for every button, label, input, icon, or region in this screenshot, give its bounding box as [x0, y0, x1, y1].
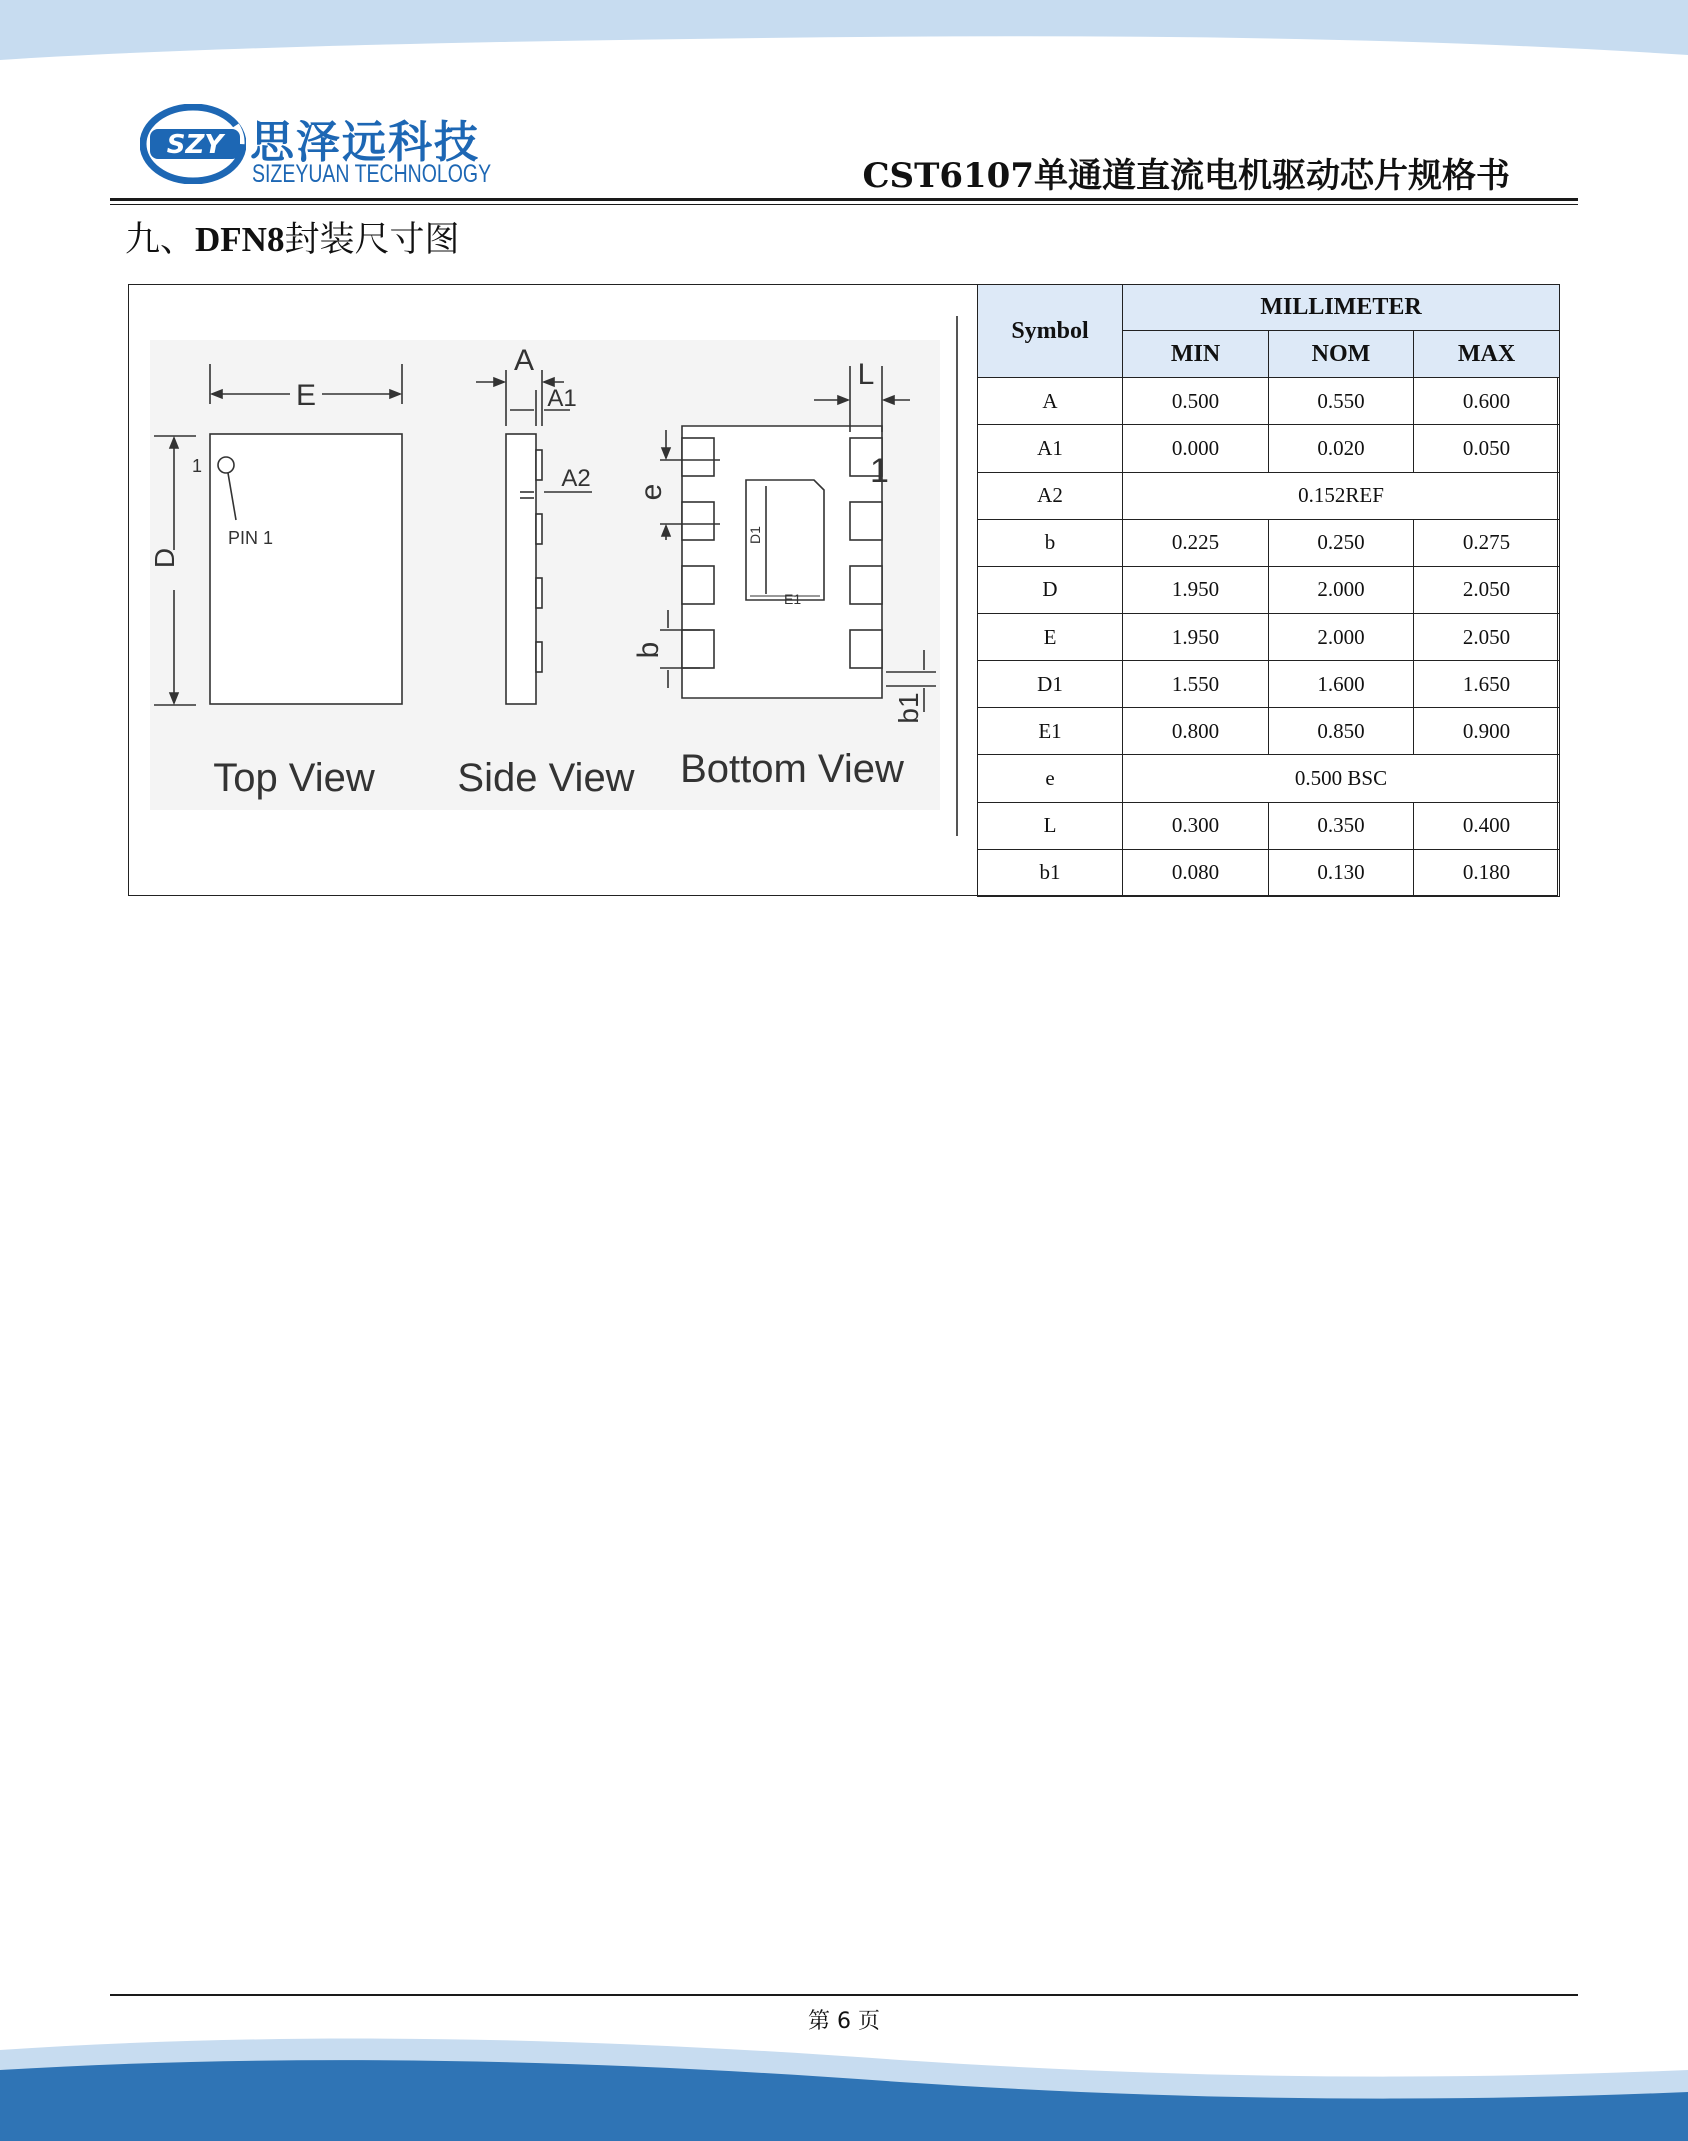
cell-nom: 0.020 [1269, 425, 1414, 472]
svg-text:SZY: SZY [166, 130, 224, 160]
cell-nom: 1.600 [1269, 661, 1414, 708]
row-symbol: E [978, 613, 1123, 660]
pin-one-marker: 1 [192, 456, 203, 476]
cell-min: 0.225 [1123, 519, 1269, 566]
col-header-min: MIN [1123, 331, 1269, 378]
dim-label-E: E [295, 379, 317, 412]
cell-nom: 2.000 [1269, 613, 1414, 660]
header-wave-band [0, 0, 1688, 90]
cell-min: 0.080 [1123, 849, 1269, 896]
footer-rule [110, 1994, 1578, 1996]
cell-min: 1.950 [1123, 613, 1269, 660]
cell-min: 0.300 [1123, 802, 1269, 849]
cell-max: 1.650 [1414, 661, 1560, 708]
dim-label-A2: A2 [561, 465, 591, 492]
cell-max: 2.050 [1414, 613, 1560, 660]
row-symbol: E1 [978, 708, 1123, 755]
cell-max: 0.275 [1414, 519, 1560, 566]
cell-max: 0.900 [1414, 708, 1560, 755]
cell-min: 0.000 [1123, 425, 1269, 472]
cell-nom: 0.350 [1269, 802, 1414, 849]
cell-nom: 0.850 [1269, 708, 1414, 755]
table-row [978, 472, 1560, 519]
section-title [125, 212, 459, 262]
bottom-view-label: Bottom View [680, 747, 904, 791]
cell-max: 2.050 [1414, 566, 1560, 613]
table-row [978, 613, 1560, 660]
cell-merged: 0.152REF [1123, 472, 1560, 519]
section-package-name: DFN8 [195, 220, 285, 259]
cell-min: 1.950 [1123, 566, 1269, 613]
cell-max: 0.050 [1414, 425, 1560, 472]
cell-max: 0.600 [1414, 378, 1560, 425]
dim-label-A: A [513, 344, 535, 377]
table-row [978, 519, 1560, 566]
cell-nom: 2.000 [1269, 566, 1414, 613]
section-title-text: 封装尺寸图 [284, 220, 460, 260]
document-title: CST6107单通道直流电机驱动芯片规格书 [862, 156, 1510, 196]
cell-min: 0.800 [1123, 708, 1269, 755]
dim-label-e: e [635, 483, 668, 501]
row-symbol: A2 [978, 472, 1123, 519]
symbol-header: Symbol [978, 285, 1123, 378]
row-symbol: L [978, 802, 1123, 849]
table-row [978, 755, 1560, 802]
dim-label-E1: E1 [784, 591, 802, 607]
table-row [978, 849, 1560, 896]
logo-chinese-name: 思泽远科技 [250, 117, 480, 168]
header-rule-thin [110, 204, 1578, 205]
figure-divider [956, 316, 958, 836]
col-header-max: MAX [1414, 331, 1560, 378]
company-logo [140, 104, 492, 190]
row-symbol: A1 [978, 425, 1123, 472]
szy-logo-icon [140, 104, 246, 184]
logo-english-name: SIZEYUAN TECHNOLOGY [252, 160, 492, 188]
footer-wave-band [0, 2030, 1688, 2141]
dim-label-b: b [632, 641, 665, 659]
dim-label-A1: A1 [547, 385, 577, 412]
table-row [978, 425, 1560, 472]
page-number: 第 6 页 [808, 2009, 880, 2034]
pin1-label: PIN 1 [228, 528, 274, 548]
row-symbol: D1 [978, 661, 1123, 708]
dfn8-package-drawing [140, 300, 960, 820]
col-header-nom: NOM [1269, 331, 1414, 378]
table-row [978, 378, 1560, 425]
dim-label-b1: b1 [893, 692, 924, 724]
top-view-label: Top View [213, 756, 375, 800]
row-symbol: e [978, 755, 1123, 802]
header-rule [110, 198, 1578, 201]
cell-nom: 0.550 [1269, 378, 1414, 425]
cell-nom: 0.130 [1269, 849, 1414, 896]
dimension-table [977, 284, 1560, 897]
row-symbol: b1 [978, 849, 1123, 896]
cell-max: 0.400 [1414, 802, 1560, 849]
row-symbol: D [978, 566, 1123, 613]
dim-label-L: L [857, 358, 875, 391]
unit-header: MILLIMETER [1123, 285, 1560, 331]
table-row [978, 661, 1560, 708]
table-row [978, 802, 1560, 849]
cell-min: 0.500 [1123, 378, 1269, 425]
dim-label-D1: D1 [747, 526, 763, 544]
table-row [978, 708, 1560, 755]
pin-one-bottom-marker: 1 [870, 452, 889, 490]
row-symbol: A [978, 378, 1123, 425]
cell-merged: 0.500 BSC [1123, 755, 1560, 802]
cell-max: 0.180 [1414, 849, 1560, 896]
table-row [978, 566, 1560, 613]
cell-min: 1.550 [1123, 661, 1269, 708]
section-number: 九、 [125, 220, 196, 260]
dim-label-D: D [149, 547, 180, 569]
side-view-label: Side View [457, 756, 635, 800]
cell-nom: 0.250 [1269, 519, 1414, 566]
row-symbol: b [978, 519, 1123, 566]
